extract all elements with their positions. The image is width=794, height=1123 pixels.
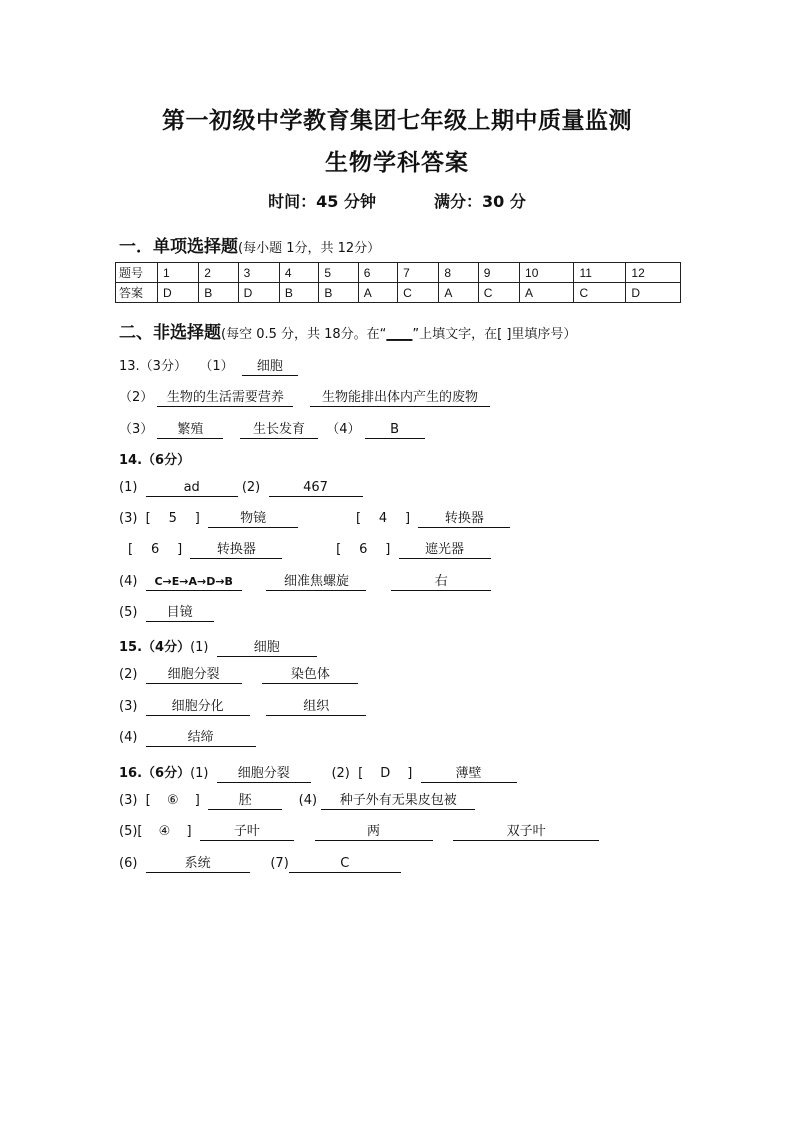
- exam-meta: [0, 189, 794, 212]
- section1-heading: 一．单项选择题(每小题 1分，共 12分）: [119, 237, 381, 257]
- question-number: 13.（3分）: [119, 359, 187, 374]
- page-title: 第一初级中学教育集团七年级上期中质量监测: [162, 108, 632, 134]
- table-cell: A: [439, 283, 478, 303]
- answer-blank: 467: [269, 480, 363, 497]
- answer-blank: 子叶: [200, 824, 294, 841]
- answer-blank: ad: [146, 480, 238, 497]
- table-cell: 9: [478, 263, 519, 283]
- answer-blank: 目镜: [146, 605, 214, 622]
- answer-blank: 细胞: [217, 640, 317, 657]
- row-label-question: 题号: [116, 263, 158, 283]
- answer-blank: 细胞: [242, 359, 298, 376]
- table-row: [116, 263, 681, 283]
- answer-blank: 右: [391, 574, 491, 591]
- answer-blank: 细胞分裂: [217, 766, 311, 783]
- table-cell: 7: [398, 263, 439, 283]
- q13-line-2: （2） 生物的生活需要营养 生物能排出体内产生的废物: [119, 386, 490, 407]
- answer-blank: 薄壁: [421, 766, 517, 783]
- table-cell: 12: [626, 263, 681, 283]
- exam-full-score: 满分：30 分: [434, 192, 526, 211]
- answer-blank: 遮光器: [399, 542, 491, 559]
- q16-line-1: 16.（6分）(1) 细胞分裂 (2) [ D ] 薄壁: [119, 762, 517, 783]
- question-number: 16.（6分）: [119, 766, 191, 781]
- section1-note: (每小题 1分，共 12分）: [238, 241, 381, 256]
- answer-blank: 转换器: [418, 511, 510, 528]
- answer-blank: 细准焦螺旋: [266, 574, 366, 591]
- table-cell: 3: [238, 263, 279, 283]
- table-cell: 5: [319, 263, 358, 283]
- answer-blank: 生物的生活需要营养: [157, 390, 293, 407]
- table-cell: B: [279, 283, 318, 303]
- q14-line-1: [119, 449, 190, 468]
- question-number: 14.（6分）: [119, 453, 191, 468]
- answer-blank: C→E→A→D→B: [146, 574, 242, 591]
- answer-blank: 双子叶: [453, 824, 599, 841]
- answer-blank: 组织: [266, 699, 366, 716]
- table-cell: C: [398, 283, 439, 303]
- answer-blank: 系统: [146, 856, 250, 873]
- q15-line-4: (4) 结缔: [119, 730, 256, 747]
- table-row: [116, 283, 681, 303]
- table-cell: A: [520, 283, 574, 303]
- answer-blank: 生长发育: [240, 422, 318, 439]
- answer-blank: 种子外有无果皮包被: [321, 793, 475, 810]
- exam-time: 时间：45 分钟: [268, 192, 376, 211]
- q14-line-3: (3) [ 5 ] 物镜 [ 4 ] 转换器: [119, 511, 510, 528]
- q13-line-3: （3） 繁殖 生长发育 （4） B: [119, 418, 425, 439]
- table-cell: 4: [279, 263, 318, 283]
- q13-line-1: 13.（3分） （1） 细胞: [119, 355, 298, 376]
- table-cell: A: [358, 283, 397, 303]
- answer-blank: 转换器: [190, 542, 282, 559]
- section2-heading: 二、非选择题(每空 0.5 分，共 18分。在“____”上填文字，在[ ]里填序号）: [119, 323, 577, 343]
- table-cell: 11: [574, 263, 626, 283]
- q16-line-2: (3) [ ⑥ ] 胚 (4) 种子外有无果皮包被: [119, 793, 475, 810]
- section2-note: (每空 0.5 分，共 18分。在“____”上填文字，在[ ]里填序号）: [221, 327, 577, 342]
- answer-blank: C: [289, 856, 401, 873]
- answer-blank: 细胞分裂: [146, 667, 242, 684]
- q14-line-5: (4) C→E→A→D→B 细准焦螺旋 右: [119, 574, 491, 591]
- q15-line-1: 15.（4分）(1) 细胞: [119, 636, 317, 657]
- table-cell: C: [478, 283, 519, 303]
- q15-line-3: (3) 细胞分化 组织: [119, 699, 366, 716]
- q16-line-3: (5)[ ④ ] 子叶 两 双子叶: [119, 824, 599, 841]
- table-cell: D: [158, 283, 199, 303]
- answer-blank: 生物能排出体内产生的废物: [310, 390, 490, 407]
- answer-blank: B: [365, 422, 425, 439]
- q14-line-4: [ 6 ] 转换器 [ 6 ] 遮光器: [128, 542, 491, 559]
- answer-blank: 胚: [208, 793, 282, 810]
- table-cell: 1: [158, 263, 199, 283]
- answer-blank: 繁殖: [157, 422, 223, 439]
- table-cell: 6: [358, 263, 397, 283]
- table-cell: 10: [520, 263, 574, 283]
- answer-blank: 物镜: [208, 511, 298, 528]
- question-number: 15.（4分）: [119, 640, 191, 655]
- q14-line-6: (5) 目镜: [119, 605, 214, 622]
- answer-blank: 结缔: [146, 730, 256, 747]
- table-cell: 8: [439, 263, 478, 283]
- table-cell: C: [574, 283, 626, 303]
- answer-blank: 细胞分化: [146, 699, 250, 716]
- row-label-answer: 答案: [116, 283, 158, 303]
- answer-blank: 染色体: [262, 667, 358, 684]
- table-cell: D: [626, 283, 681, 303]
- page-subtitle: 生物学科答案: [325, 150, 469, 176]
- answer-table: [115, 262, 681, 303]
- table-cell: B: [199, 283, 238, 303]
- answer-blank: 两: [315, 824, 433, 841]
- q15-line-2: (2) 细胞分裂 染色体: [119, 667, 358, 684]
- q14-line-2: (1) ad (2) 467: [119, 480, 363, 497]
- q16-line-4: (6) 系统 (7) C: [119, 856, 401, 873]
- table-cell: 2: [199, 263, 238, 283]
- table-cell: B: [319, 283, 358, 303]
- table-cell: D: [238, 283, 279, 303]
